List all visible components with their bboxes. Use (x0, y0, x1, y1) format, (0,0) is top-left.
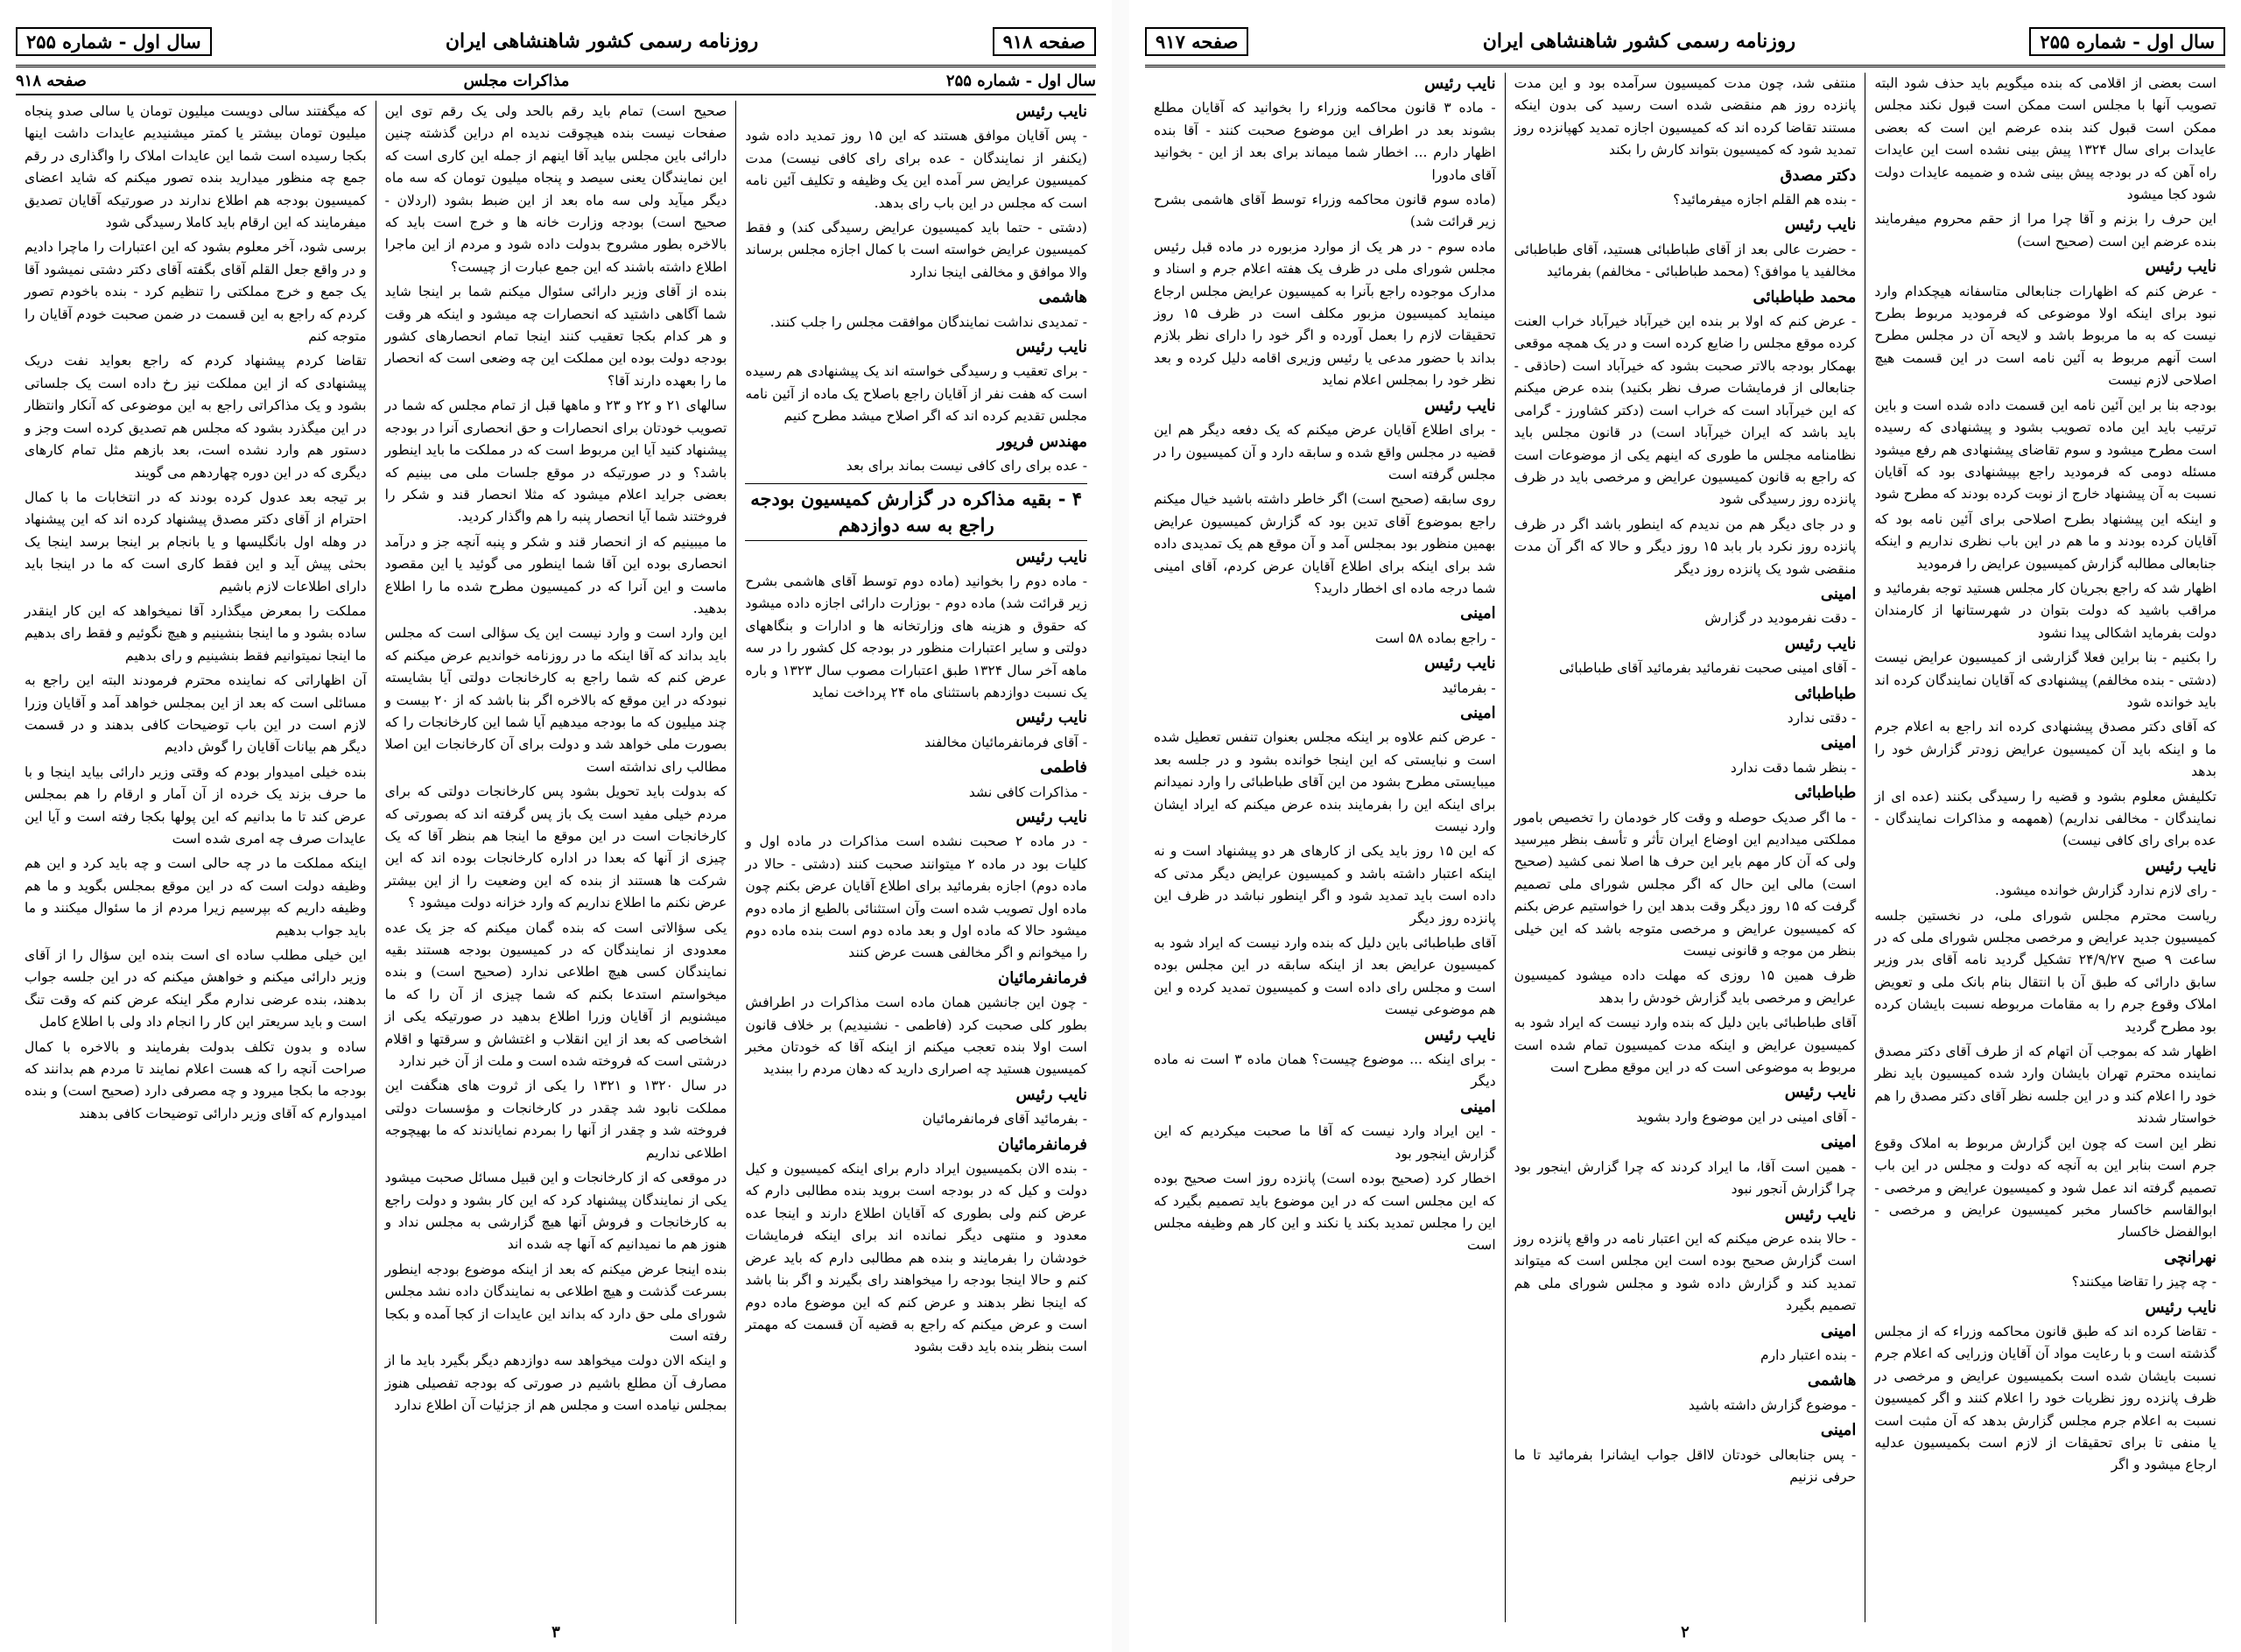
paragraph: که این ۱۵ روز باید یکی از کارهای هر دو پیشنهاد است و نه اینکه اعتبار داشته باشد و کمیسیون عرایض دیگر مدتی که داده است باید تمدید شود و اگر اینطور نباشد در ظرف این پانزده روز دیگر (1153, 843, 1496, 926)
paragraph: آقای طباطبائی باین دلیل که بنده وارد نیست که ایراد شود به کمیسیون عرایض بعد از اینکه سابقه در این مجلس بوده است و مجلس رای داده است و کمیسیون تمدید کرده و این هم موضوعی نیست (1153, 935, 1496, 1018)
paragraph: - مذاکرات کافی نشد (968, 784, 1087, 800)
speaker-name: نایب رئیس (1015, 102, 1087, 121)
paragraph: در موقعی که از کارخانجات و این قبیل مسائل صحبت میشود یکی از نمایندگان پیشنهاد کرد که این کار بشود و دولت راجع به کارخانجات و فروش آنها هیچ گزارشی به مجلس نداد و هنوز هم ما نمیدانیم که آنها چه شده اند (384, 1170, 727, 1253)
speaker-name: نایب رئیس (1784, 1205, 1857, 1224)
paragraph: - بنده هم القلم اجازه میفرمائید؟ (1673, 192, 1857, 208)
subheader-issue: سال اول - شماره ۲۵۵ (945, 71, 1096, 90)
speaker-name: نایب رئیس (1424, 654, 1496, 673)
paragraph: - تقاضا کرده اند که طبق قانون محاکمه وزراء که از مجلس گذشته است و با رعایت مواد آن آقایان وزرایی که اعلام جرم نسبت بایشان شده است بکمیسیون عرایض و مرخصی در ظرف پانزده روز نظریات خود را اعلام کنند و اگر کمیسیون نسبت به اعلام جرم مجلس گزارش بدهد که آن مثبت است یا منفی تا برای تحقیقات از لازم است بکمیسیون عدلیه ارجاع میشود و اگر (1874, 1323, 2216, 1473)
speaker-name: امینی (1460, 1097, 1496, 1116)
paragraph: - دقتی ندارد (1787, 709, 1857, 726)
paragraph: که میگفتند سالی دویست میلیون تومان یا سالی صدو پنجاه میلیون تومان بیشتر یا کمتر میشنیدیم عایدات داشت اینها بکجا رسیده است شما این عایدات املاک را واگذاری در رقم جمع چه منظور میدارید بنده تصور میکنم که شاید اعضای کمیسیون بودجه هم اطلاع ندارند در صورتیکه آقایان تصدیق میفرمایند که این ارقام باید کاملا رسیدگی شود (24, 103, 367, 231)
paragraph: - تمدیدی نداشت نمایندگان موافقت مجلس را جلب کنند. (769, 313, 1087, 330)
speaker-name: امینی (1820, 1321, 1857, 1340)
paragraph: که بدولت باید تحویل بشود پس کارخانجات دولتی که برای مردم خیلی مفید است یک باز پس گرفته اند که بصورتی که کارخانجات است در این موقع ما اینجا هم بنظر آقا که یک چیزی از آنها که بعدا در اداره کارخانجات بوده اند که این شرکت ها هستند از بنده که این وضعیت را از این بیشتر عرض نکنم ما اطلاع نداریم که وارد خزانه دولت میشود ؟ (384, 784, 727, 911)
paragraph: ظرف همین ۱۵ روزی که مهلت داده میشود کمیسیون عرایض و مرخصی باید گزارش خودش را بدهد (1514, 967, 1857, 1006)
speaker-name: نایب رئیس (1424, 74, 1496, 93)
paragraph: - این ایراد وارد نیست که آقا ما صحبت میکردیم که این گزارش اینجور بود (1153, 1123, 1496, 1162)
speaker-name: امینی (1820, 734, 1857, 753)
paragraph: - موضوع گزارش داشته باشید (1688, 1396, 1857, 1413)
page-gutter (1112, 0, 1129, 1652)
speaker-name: نایب رئیس (1424, 1025, 1496, 1044)
paragraph: - پس آقایان موافق هستند که این ۱۵ روز تمدید داده شود (یکنفر از نمایندگان - عده برای رای کافی نیست) مدت کمیسیون عرایض سر آمده این یک وظیفه و تکلیف آئین نامه است که مجلس در این باب رای بدهد. (745, 128, 1087, 211)
paragraph: - راجع بماده ۵۸ است (1375, 629, 1496, 646)
paragraph: - برای اینکه ... موضوع چیست؟ همان ماده ۳ است نه ماده دیگر (1153, 1051, 1496, 1090)
paragraph: - آقای امینی صحبت نفرمائید بفرمائید آقای طباطبائی (1559, 660, 1857, 677)
paragraph: - بفرمائید آقای فرمانفرمائیان (922, 1111, 1087, 1128)
paragraph: - پس جنابعالی خودتان لااقل جواب ایشانرا بفرمائید تا ما حرفی نزنیم (1514, 1446, 1857, 1485)
text-column (16, 101, 376, 1624)
page-footer-number: ۳ (551, 1623, 560, 1641)
paragraph: ما میبینیم که از انحصار قند و شکر و پنبه آنچه جز و درآمد انحصاری بوده این آقا شما اینطور می گوئید یا این مقصود ماست و این آنرا که در کمیسیون مطرح شده ما را اطلاع بدهید. (384, 533, 727, 616)
paragraph: اظهار شد که راجع بجریان کار مجلس هستید توجه بفرمائید و مراقب باشید که دولت بتوان در شهرستانها از کارمندان دولت بفرماید اشکالی پیدا نشود (1874, 580, 2216, 641)
paragraph: مملکت را بمعرض میگذارد آقا نمیخواهد که این کار اینقدر ساده بشود و ما اینجا بنشینیم و هیچ نگوئیم و فقط رای بدهیم ما اینجا نمیتوانیم فقط بنشینیم و رای بدهیم (24, 602, 367, 664)
paragraph: - بنده الان بکمیسیون ایراد دارم برای اینکه کمیسیون و کیل دولت و کیل که در بودجه است بروید بنده مطالبی دارم که عرض کنم ولی بطوری که آقایان اطلاع دارند و اینجا عده معدود و منتهی دیگر نمانده اند برای اینکه فرمایشات خودشان را بفرمایند و بنده هم مطالبی دارم که باید عرض کنم و حالا اینجا بودجه را میخواهند رای بگیرند و اگر بنا باشد که اینجا نظر بدهند و عرض کنم که این موضوع ماده دوم است و عرض میکنم که راجع به قضیه آن قسمت که مهمتر است بنظر بنده باید دقت بشود (745, 1161, 1087, 1355)
paragraph: - دقت نفرمودید در گزارش (1704, 610, 1857, 627)
speaker-name: فاطمی (1040, 758, 1087, 777)
speaker-name: امینی (1820, 1421, 1857, 1440)
paragraph: که آقای دکتر مصدق پیشنهادی کرده اند راجع به اعلام جرم ما و اینکه باید آن کمیسیون عرایض زودتر گزارش خود را بدهد (1874, 719, 2216, 780)
page-number-label: صفحه ۹۱۸ (993, 27, 1096, 56)
paragraph: ریاست محترم مجلس شورای ملی، در نخستین جلسه کمیسیون جدید عرایض و مرخصی مجلس شورای ملی که در ساعت ۹ صبح ۲۴/۹/۲۷ تشکیل گردید نامه آقای بدر وزیر سابق دارائی که طبق آن با انتقال بنام بانک ملی و تعویض املاک وقوع جرم را به مقامات مربوطه نسبت بایشان کرده بود مطرح گردید (1874, 907, 2216, 1035)
paragraph: و اینکه این پیشنهاد بطرح اصلاحی برای آئین نامه بود که آقایان کرده بودند و ما هم در این باب نظری نداریم و اینکه جنابعالی مطالبه گزارش کمیسیون عرایض را فرمودید (1874, 510, 2216, 572)
right-page (1129, 0, 2241, 1652)
speaker-name: فرمانفرمائیان (998, 1135, 1087, 1154)
speaker-name: امینی (1460, 703, 1496, 722)
paragraph: - بنده اعتبار دارم (1760, 1346, 1857, 1363)
page-header (16, 18, 1096, 67)
paragraph: اینکه مملکت ما در چه حالی است و چه باید کرد و این هم وظیفه دولت است که در این موقع بمجلس بگوید و ما هم وظیفه داریم که بپرسیم زیرا مردم از ما سئوال میکنند و ما باید جواب بدهیم (24, 855, 367, 938)
page-footer-number: ۲ (1681, 1623, 1690, 1641)
speaker-name: نایب رئیس (1015, 547, 1087, 566)
paragraph: - چه چیز را تقاضا میکنند؟ (2071, 1274, 2216, 1290)
speaker-name: نایب رئیس (1015, 708, 1087, 728)
speaker-name: هاشمی (1807, 1371, 1857, 1390)
paragraph: - عده برای رای کافی نیست بماند برای بعد (846, 458, 1087, 475)
paragraph: - حضرت عالی بعد از آقای طباطبائی هستید، آقای طباطبائی مخالفید یا موافق؟ (محمد طباطبائی - مخالفم) بفرمائید (1514, 241, 1857, 280)
speaker-name: نهرانچی (2164, 1248, 2216, 1267)
speaker-name: نایب رئیس (2145, 257, 2216, 277)
text-column (1865, 73, 2225, 1622)
speaker-name: محمد طباطبائی (1753, 287, 1857, 306)
paragraph: بنده از آقای وزیر دارائی سئوال میکنم شما بر اینجا شاید شما آگاهی داشتید که انحصارات چه میشود و اینکه هر وقت و هر کدام بکجا تعقیب کنند اینجا تمام انحصارهای کشور بودجه دولت بوده این مملکت این چه وضعی است که انحصار ما را بعهده دارند آقا؟ (384, 284, 727, 389)
paragraph: ماده سوم - در هر یک از موارد مزبوره در ماده قبل رئیس مجلس شورای ملی در ظرف یک هفته اعلام جرم و اسناد و مدارک موجوده راجع بآنرا به کمیسیون عرایض مجلس ارجاع مینماید کمیسیون مزبور مکلف است در ظرف ۱۵ روز تحقیقات لازم را بعمل آورده و اگر خود را دارای نظر بلازم بداند با حضور مدعی یا رئیس وزیری اقامه دلیل کرده و بعد نظر خود را بمجلس اعلام نماید (1153, 238, 1496, 389)
paragraph: تکلیفش معلوم بشود و قضیه را رسیدگی بکنند (عده ای از نمایندگان - مخالفی نداریم) (همهمه و مذاکرات نمایندگان - عده برای رای کافی نیست) (1874, 788, 2216, 849)
paragraph: این وارد است و وارد نیست این یک سؤالی است که مجلس باید بداند که آقا اینکه ما در روزنامه خواندیم عرض میکنم که عرض کنم که شما راجع به کارخانجات دولتی آیا بشایسته نبودکه در این موقع که بالاخره اگر بنا باشد که از ۲۰ بیست و چند میلیون که ما بودجه میدهیم آیا شما این کارخانجات را که بصورت ملی خواهد شد و دولت برای آن کارخانجات این اصلا مطالب رای نداشته است (384, 625, 727, 775)
paragraph: بنده اینجا عرض میکنم که بعد از اینکه موضوع بودجه اینطور بسرعت گذشت و هیچ اطلاعی به نمایندگان داده نشد مجلس شورای ملی حق دارد که بداند این عایدات از کجا آمده و بکجا رفته است (384, 1261, 727, 1344)
paragraph: - عرض کنم که اولا بر بنده این خیرآباد خیرآباد خراب العنت کرده موقع مجلس را ضایع کرده است و در یک همچه موقعی بهمکار بودجه بالاتر صحبت بشود که خیرآباد است (حاذقی - جنابعالی از فرمایشات صرف نظر بکنید) بنده عرض میکنم که این خیرآباد است که خراب است (دکتر کشاورز - گرامی باید باشد که ایران خیرآباد است) در قانون مجلس باید نظامنامه مجلس ما طوری که اینهم یکی از موضوعات است که راجع به قانون کمیسیون عرایض و مرخصی باید در ظرف پانزده روز رسیدگی شود (1514, 313, 1857, 508)
paragraph: - عرض کنم علاوه بر اینکه مجلس بعنوان تنفس تعطیل شده است و نبایستی که این اینجا خوانده بشود و در جلسه بعد میبایستی مطرح بشود من این آقای طباطبائی را وارد نمیدانم برای اینکه این را بفرمایند بنده عرض میکنم که ایراد ایشان وارد نیست (1153, 729, 1496, 834)
speaker-name: امینی (1820, 584, 1857, 603)
speaker-name: طباطبائی (1794, 684, 1857, 703)
speaker-name: نایب رئیس (1424, 396, 1496, 415)
paragraph: است بعضی از اقلامی که بنده میگویم باید حذف شود البته تصویب آنها با مجلس است ممکن است قبول نکند مجلس ممکن است قبول کند بنده عرضم این است که بعضی عایدات برای سال ۱۳۲۴ پیش بینی نشده است این عایدات راه آهن که در بودجه پیش بینی شده و ضمیمه عایدات دولت شود کجا میشود (1874, 75, 2217, 203)
paragraph: نظر این است که چون این گزارش مربوط به املاک وقوع جرم است بنابر این به آنچه که دولت و مجلس در این باب تصمیم گرفته اند عمل شود و کمیسیون عرایض و مرخصی - ابوالقاسم خاکسار مخبر کمیسیون عرایض و مرخصی - ابوالفضل خاکسار (1874, 1135, 2216, 1241)
subheader-page: صفحه ۹۱۸ (16, 71, 87, 90)
speaker-name: نایب رئیس (1784, 1083, 1857, 1102)
issue-label: سال اول - شماره ۲۵۵ (2029, 27, 2225, 56)
paragraph: را بکنیم - بنا براین فعلا گزارشی از کمیسیون عرایض نیست (دشتی - بنده مخالفم) پیشنهادی که آقایان نمایندگان کرده اند باید خوانده شود (1874, 650, 2216, 710)
speaker-name: نایب رئیس (1015, 807, 1087, 826)
speaker-name: نایب رئیس (1015, 1085, 1087, 1104)
paragraph: - آقای فرمانفرمائیان مخالفند (924, 734, 1087, 750)
left-page (0, 0, 1112, 1652)
text-column (1145, 73, 1506, 1622)
speaker-name: دکتر مصدق (1780, 165, 1857, 185)
paragraph: - حالا بنده عرض میکنم که این اعتبار نامه در واقع پانزده روز است گزارش صحیح بوده است این مجلس است که میتواند تمدید کند و گزارش داده شود و مجلس شورای ملی هم تصمیم بگیرد (1514, 1230, 1857, 1314)
paragraph: سالهای ۲۱ و ۲۲ و ۲۳ و ماهها قبل از تمام مجلس که شما در تصویب خودتان برای انحصارات و حق انحصاری آنرا در بودجه پیشنهاد کنید آیا این مربوط است که در مملکت ما باید اینطور باشد؟ و در صورتیکه در موقع جلسات ملی می بینیم که بعضی جراید اعلام میشود که مثلا انحصار قند و شکر را فروختند شما آیا انحصار پنبه را هم واگذار کردید. (384, 397, 727, 525)
issue-label: سال اول - شماره ۲۵۵ (16, 27, 212, 56)
speaker-name: فرمانفرمائیان (998, 968, 1087, 988)
gazette-title: روزنامه رسمی کشور شاهنشاهی ایران (1482, 30, 1796, 53)
paragraph: اخطار کرد (صحیح بوده است) پانزده روز است صحیح بوده که این مجلس است که در این موضوع باید تصمیم بگیرد که این را مجلس تمدید بکند یا نکند و این کار هم وظیفه مجلس است (1153, 1170, 1496, 1254)
text-column (376, 101, 737, 1624)
paragraph: - ما اگر صدیک حوصله و وقت کار خودمان را تخصیص بامور مملکتی میدادیم این اوضاع ایران تأثر و تأسف بنظر میرسید ولی که آن کار مهم بایر این حرف ها اصلا نمی کشید (صحیح است) مالی این حال که اگر مجلس شورای ملی تصمیم گرفت که ۱۵ روز دیگر وقت بدهد این را خواستیم عرض بکنم که کمیسیون عرایض و مرخصی متوجه باشد که این خیلی بنظر من موجه و قانونی نیست (1514, 809, 1857, 960)
paragraph: (دشتی - حتما باید کمیسیون عرایض رسیدگی کند) و فقط کمیسیون عرایض خواسته است با کمال اجازه مجلس برساند والا موافق و مخالفی اینجا ندارد (745, 220, 1087, 280)
speaker-name: هاشمی (1038, 288, 1087, 307)
paragraph: - بفرمائید (1442, 679, 1496, 696)
paragraph: - ماده ۳ قانون محاکمه وزراء را بخوانید که آقایان مطلع بشوند بعد در اطراف این موضوع صحبت کنند - آقا بنده اظهار دارم ... اخطار شما میماند برای بعد از این - بخوانید آقای مادورا (1153, 100, 1496, 183)
speaker-name: نایب رئیس (2145, 1297, 2216, 1317)
speaker-name: امینی (1460, 604, 1496, 623)
paragraph: برسی شود، آخر معلوم بشود که این اعتبارات را ماچرا دادیم و در واقع جعل القلم آقای بگفته آقای دکتر دشتی نمیشود آقا یک جمع و خرج مملکتی را تنظیم کرد - بنده باخودم تصور کردم که راجع به این قسمت در ضمن صحبت خودم آقایان را متوجه کنم (24, 239, 367, 345)
paragraph: و در جای دیگر هم من ندیدم که اینطور باشد اگر در ظرف پانزده روز نکرد بار بابد ۱۵ روز دیگر و حالا که اگر آن مدت منقضی شود یک پانزده روز دیگر (1514, 516, 1857, 577)
paragraph: - همین است آقا، ما ایراد کردند که چرا گزارش اینجور بود چرا گزارش آنجور نبود (1514, 1158, 1857, 1198)
speaker-name: نایب رئیس (1784, 634, 1857, 653)
speaker-name: امینی (1820, 1133, 1857, 1152)
paragraph: یکی سؤالاتی است که بنده گمان میکنم که جز یک عده معدودی از نمایندگان که در کمیسیون بودجه هستند بقیه نمایندگان کسی هیچ اطلاعی ندارد (صحیح است) و بنده میخواستم استدعا بکنم که شما چیزی از آن را که ما میشنویم از آقایان وزرا اطلاع بدهید در صورتیکه یکی از اشخاصی که بعد از این انقلاب و اغتشاش و سرقتها و اقلام درشتی است که فروخته شده است و ملت از آن خبر ندارد (384, 919, 727, 1070)
paragraph: در سال ۱۳۲۰ و ۱۳۲۱ را یکی از ثروت های هنگفت این مملکت نابود شد چقدر در کارخانجات و مؤسسات دولتی فروخته شد و چقدر از آنها را بمردم نمایاندند که ما بهیچوجه اطلاعی نداریم (384, 1078, 727, 1161)
paragraph: صحیح است) تمام باید رقم بالحد ولی یک رقم توی این صفحات نیست بنده هیچوقت ندیده ام دراین گذشته چنین دارائی باین مجلس بیاید آقا اینهم از جمله این کاری است که این نمایندگان یعنی سیصد و پنجاه میلیون تومان که سه ماه دیگر میآید ولی سه ماه بعد از این ضبط بشود (اردلان - صحیح است) بودجه وزارت خانه ها و خرج است باید که بالاخره بطور مشروح بدولت داده شود و مردم از این ماجرا اطلاع داشته باشند که این جمع عبارت از چیست؟ (384, 103, 727, 275)
gazette-title: روزنامه رسمی کشور شاهنشاهی ایران (445, 30, 759, 53)
paragraph: این خیلی مطلب ساده ای است بنده این سؤال را از آقای وزیر دارائی میکنم و خواهش میکنم که در این جلسه جواب بدهند، بنده عرضی ندارم مگر اینکه عرض کنم که وقت تنگ است و باید سریعتر این کار را انجام داد ولی با اطلاع کامل (24, 947, 367, 1030)
text-column (1506, 73, 1866, 1622)
paragraph: - در ماده ۲ صحبت نشده است مذاکرات در ماده اول و کلیات بود در ماده ۲ میتوانند صحبت کنند (دشتی - حالا در ماده دوم) اجازه بفرمائید برای اطلاع آقایان عرض بکنم چون ماده اول تصویب شده است وآن استثنائی بالطبع از ماده دوم میشود حالا که ماده اول و بعد ماده دوم است بنده ماده دوم را میخوانم و اگر مخالفی هست عرض کنند (745, 833, 1087, 961)
speaker-name: طباطبائی (1794, 784, 1857, 803)
paragraph: روی سابقه (صحیح است) اگر خاطر داشته باشید خیال میکنم راجع بموضوع آقای تدین بود که گزارش کمیسیون عرایض بهمین منظور بود بمجلس آمد و آن موقع هم یک تمدیدی داده شد برای اینکه برای اطلاع آقایان عرض کردم، آقای امینی شما درجه ماده ای اخطار دارید؟ (1153, 491, 1496, 596)
speaker-name: نایب رئیس (2145, 856, 2216, 875)
paragraph: - بنظر شما دقت ندارد (1730, 759, 1857, 776)
paragraph: بودجه بنا بر این آئین نامه این قسمت داده شده است و باین ترتیب باید این ماده تصویب بشود و پیشنهادی که رسیده است مطرح میشود و سوم تقاضای پیشنهادی هم رفع میشود مسئله دومی که فرمودید راجع بپیشنهادی بود که آقایان نسبت به آن پیشنهاد خارج از نوبت کرده بودند که مطرح شود (1874, 397, 2216, 503)
paragraph: ساده و بدون تکلف بدولت بفرمایند و بالاخره با کمال صراحت آنچه را که هست اعلام نمایند تا مردم هم بدانند که بودجه ما بکجا میرود و چه مصرفی دارد (صحیح است) و بنده امیدوارم که آقای وزیر دارائی توضیحات کافی بدهند (24, 1038, 367, 1121)
subheader-title: مذاکرات مجلس (463, 71, 570, 90)
page-number-label: صفحه ۹۱۷ (1145, 27, 1248, 56)
paragraph: و اینکه الان دولت میخواهد سه دوازدهم دیگر بگیرد باید ما از مصارف آن مطلع باشیم در صورتی که بودجه تفصیلی هنوز بمجلس نیامده است و مجلس هم از جزئیات آن اطلاع ندارد (384, 1353, 727, 1414)
section-heading: ۴ - بقیه مذاکره در گزارش کمیسیون بودجه راجع به سه دوازدهم (745, 483, 1087, 541)
page-header (1145, 18, 2225, 67)
paragraph: - آقای امینی در این موضوع وارد بشوید (1636, 1108, 1857, 1125)
column-container (1145, 73, 2225, 1622)
paragraph: - برای تعقیب و رسیدگی خواسته اند یک پیشنهادی هم رسیده است که هفت نفر از آقایان راجع باصلاح یک ماده از آئین نامه مجلس تقدیم کرده اند که اگر اصلاح میشد مطرح کنیم (745, 363, 1087, 425)
paragraph: بر تیجه بعد عدول کرده بودند که در انتخابات ما با کمال احترام از آقای دکتر مصدق پیشنهاد کرده اند که این پیشنهاد در وهله اول بانگلیسها و یا بانجام بر اینجا برسد اینجا یک بحثی پیش آید و این فقط کاری است که ما در اینجا باید دارای اطلاعات لازم باشیم (24, 489, 367, 594)
paragraph: اظهار شد که بموجب آن اتهام که از طرف آقای دکتر مصدق نماینده محترم تهران بایشان وارد شده کمیسیون باید نظر خود را اعلام کند و در این جلسه نظر آقای دکتر مصدق را هم خواستار شدند (1874, 1044, 2216, 1127)
paragraph: - عرض کنم که اظهارات جنابعالی متاسفانه هیچکدام وارد نبود برای اینکه اولا موضوعی که فرمودید مربوط بطرح نیست که به ما مربوط باشد و لایحه آن در مجلس مطرح است آنهم مربوط به آئین نامه است در این قسمت هیچ اصلاحی لازم نیست (1874, 283, 2216, 389)
paragraph: - چون این جانشین همان ماده است مذاکرات در اطرافش بطور کلی صحبت کرد (فاطمی - نشنیدیم) بر خلاف قانون است اولا بنده تعجب میکنم از اینکه آقا که خودتان مخبر کمیسیون هستید چه اصراری دارید که دهان مردم را ببندید (745, 995, 1087, 1078)
speaker-name: مهندس فریور (997, 432, 1087, 451)
page-subheader (16, 67, 1096, 95)
paragraph: (ماده سوم قانون محاکمه وزراء توسط آقای هاشمی بشرح زیر قرائت شد) (1153, 192, 1496, 230)
paragraph: آقای طباطبائی باین دلیل که بنده وارد نیست که ایراد شود به کمیسیون عرایض و اینکه مدت کمیسیون تمام شده است مربوط به موضوعی است که در این موقع مطرح است (1514, 1015, 1857, 1076)
paragraph: - رای لازم ندارد گزارش خوانده میشود. (1994, 882, 2216, 899)
column-container (16, 101, 1096, 1624)
paragraph: - ماده دوم را بخوانید (ماده دوم توسط آقای هاشمی بشرح زیر قرائت شد) ماده دوم - بوزارت دارائی اجازه داده میشود که حقوق و هزینه های وزارتخانه ها و ادارات و بنگاههای دولتی و سایر اعتبارات منظور در بودجه کل کشور را در سه ماهه آخر سال ۱۳۲۴ طبق اعتبارات مصوب سال ۱۳۲۳ و باره یک نسبت دوازدهم باستثنای ماه ۲۴ پرداخت نماید (745, 573, 1087, 700)
paragraph: آن اظهاراتی که نماینده محترم فرمودند البته این راجع به مسائلی است که بعد از این بمجلس خواهد آمد و آقایان وزرا لازم است در این باب توضیحات کافی بدهند و در قسمت دیگر هم بیانات آقایان را گوش دادیم (24, 672, 367, 756)
paragraph: - برای اطلاع آقایان عرض میکنم که یک دفعه دیگر هم این قضیه در مجلس واقع شده و سابقه دارد و آن کمیسیون را در مجلس گرفته است (1153, 422, 1496, 482)
paragraph: بنده خیلی امیدوار بودم که وقتی وزیر دارائی بیاید اینجا و با ما حرف بزند یک خرده از آن آمار و ارقام را هم بمجلس عرض کند تا ما بدانیم که این پولها بکجا رفته است و آیا این عایدات صرف چه امری شده است (24, 763, 367, 847)
paragraph: منتفی شد، چون مدت کمیسیون سرآمده بود و این مدت پانزده روز هم منقضی شده است رسید کی بدون اینکه مستند تقاضا کرده اند که کمیسیون اجازه تمدید کهپانزده روز تمدید شود که کمیسیون بتواند کارش را بکند (1514, 75, 1857, 158)
text-column (736, 101, 1096, 1624)
speaker-name: نایب رئیس (1784, 215, 1857, 235)
paragraph: این حرف را بزنم و آقا چرا مرا از حقم محروم میفرمایند بنده عرضم این است (صحیح است) (1874, 211, 2216, 250)
paragraph: تقاضا کردم پیشنهاد کردم که راجع بعواید نفت دریک پیشنهادی که از این مملکت نیز رخ داده است یک جلساتی بشود و یک مذاکراتی راجع به این موضوعی که آنکار وانتظار در این میگذرد بشود که مجلس هم تصدیق کرده است وجز و دستور هم وارد نشده است، بعد بازهم مثل تمام کارهای دیگری که در این دوره چهاردهم می گویند (24, 353, 367, 481)
speaker-name: نایب رئیس (1015, 338, 1087, 357)
